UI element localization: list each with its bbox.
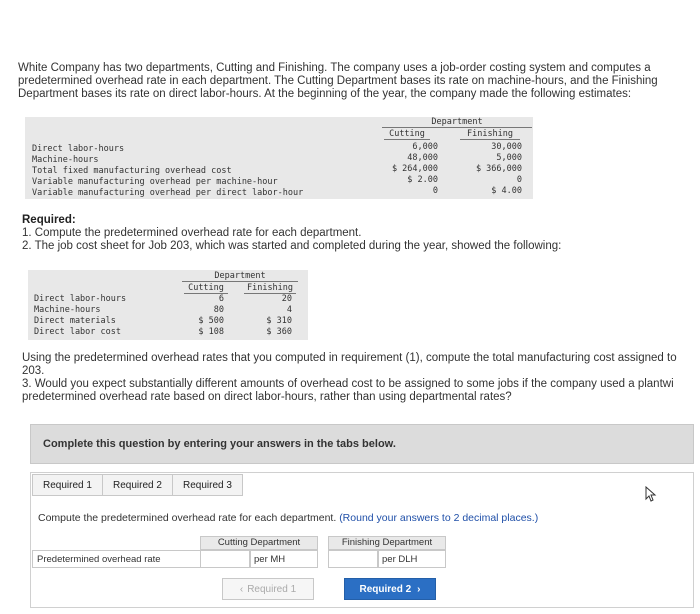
problem-continued (22, 352, 700, 404)
task-note: (Round your answers to 2 decimal places.) (339, 512, 539, 524)
job-cell: $ 310 (266, 316, 292, 326)
job-cell: 20 (281, 294, 292, 304)
job-row-label: Machine-hours (34, 305, 101, 315)
estimates-cell: $ 366,000 (475, 164, 522, 174)
required-item-2: 2. The job cost sheet for Job 203, which was started and completed during the year, showed the following: (22, 240, 562, 252)
tab-required-3[interactable]: Required 3 (172, 474, 243, 496)
estimates-row-label: Direct labor-hours (32, 144, 125, 154)
estimates-cell: $ 4.00 (491, 186, 522, 196)
job-col-cutting: Cutting (184, 283, 228, 294)
problem-intro (18, 62, 698, 101)
job-row-label: Direct labor-hours (34, 294, 127, 304)
intro-line: Department bases its rate on direct labor-hours. At the beginning of the year, the company made the following estimates: (18, 88, 632, 100)
job-row-label: Direct labor cost (34, 327, 121, 337)
estimates-cell: 6,000 (412, 142, 438, 152)
estimates-cell: $ 2.00 (407, 175, 438, 185)
estimates-cell: 0 (516, 175, 522, 185)
tab-required-2[interactable]: Required 2 (102, 474, 173, 496)
cutting-rate-unit: per MH (250, 550, 318, 568)
required-item-1: 1. Compute the predetermined overhead rate for each department. (22, 227, 362, 239)
job-cell: $ 360 (266, 327, 292, 337)
estimates-col-finishing: Finishing (460, 129, 520, 140)
estimates-row-label: Variable manufacturing overhead per direct labor-hour (32, 188, 304, 198)
finishing-rate-unit: per DLH (378, 550, 446, 568)
next-button[interactable] (344, 578, 436, 600)
required-section (22, 214, 692, 253)
prev-button[interactable] (222, 578, 314, 600)
next-button-label: Required 2 (359, 583, 412, 595)
task-instruction (38, 512, 538, 524)
chevron-right-icon: › (417, 583, 421, 595)
instruction-bar (30, 424, 694, 464)
intro-line: predetermined overhead rate in each department. The Cutting Department bases its rate on machine-hours, and the Finishing (18, 75, 658, 87)
tab-required-1[interactable]: Required 1 (32, 474, 103, 496)
intro-line: White Company has two departments, Cutting and Finishing. The company uses a job-order costing system and computes a (18, 62, 651, 74)
estimates-row-label: Variable manufacturing overhead per machine-hour (32, 177, 278, 187)
cutting-rate-input[interactable] (200, 550, 250, 568)
required-heading: Required: (22, 214, 76, 226)
job-cell: $ 108 (198, 327, 224, 337)
para-line: 3. Would you expect substantially different amounts of overhead cost to be assigned to some jobs if the company used a plantwi (22, 378, 674, 390)
answer-col-cutting: Cutting Department (200, 536, 318, 550)
job-cell: 4 (286, 305, 292, 315)
prev-button-label: Required 1 (247, 583, 297, 595)
job-cell: $ 500 (198, 316, 224, 326)
estimates-col-cutting: Cutting (384, 129, 430, 140)
job-cell: 80 (213, 305, 224, 315)
finishing-rate-input[interactable] (328, 550, 378, 568)
para-line: Using the predetermined overhead rates that you computed in requirement (1), compute the total manufacturing cost assigned to (22, 352, 677, 364)
estimates-cell: $ 264,000 (391, 164, 438, 174)
estimates-row-label: Machine-hours (32, 155, 99, 165)
task-text: Compute the predetermined overhead rate for each department. (38, 512, 337, 524)
estimates-cell: 0 (432, 186, 438, 196)
job-row-label: Direct materials (34, 316, 116, 326)
cursor-icon (645, 486, 657, 502)
answer-row-label: Predetermined overhead rate (32, 550, 202, 568)
para-line: predetermined overhead rate based on direct labor-hours, rather than using departmental rates? (22, 391, 512, 403)
estimates-cell: 30,000 (491, 142, 522, 152)
estimates-row-label: Total fixed manufacturing overhead cost (32, 166, 232, 176)
answer-col-finishing: Finishing Department (328, 536, 446, 550)
estimates-cell: 5,000 (496, 153, 522, 163)
para-line: 203. (22, 365, 45, 377)
instruction-text: Complete this question by entering your answers in the tabs below. (43, 438, 396, 450)
job-department-header: Department (182, 271, 298, 282)
job-col-finishing: Finishing (244, 283, 296, 294)
estimates-cell: 48,000 (407, 153, 438, 163)
estimates-department-header: Department (382, 117, 532, 128)
chevron-left-icon: ‹ (239, 583, 244, 595)
job-cell: 6 (218, 294, 224, 304)
